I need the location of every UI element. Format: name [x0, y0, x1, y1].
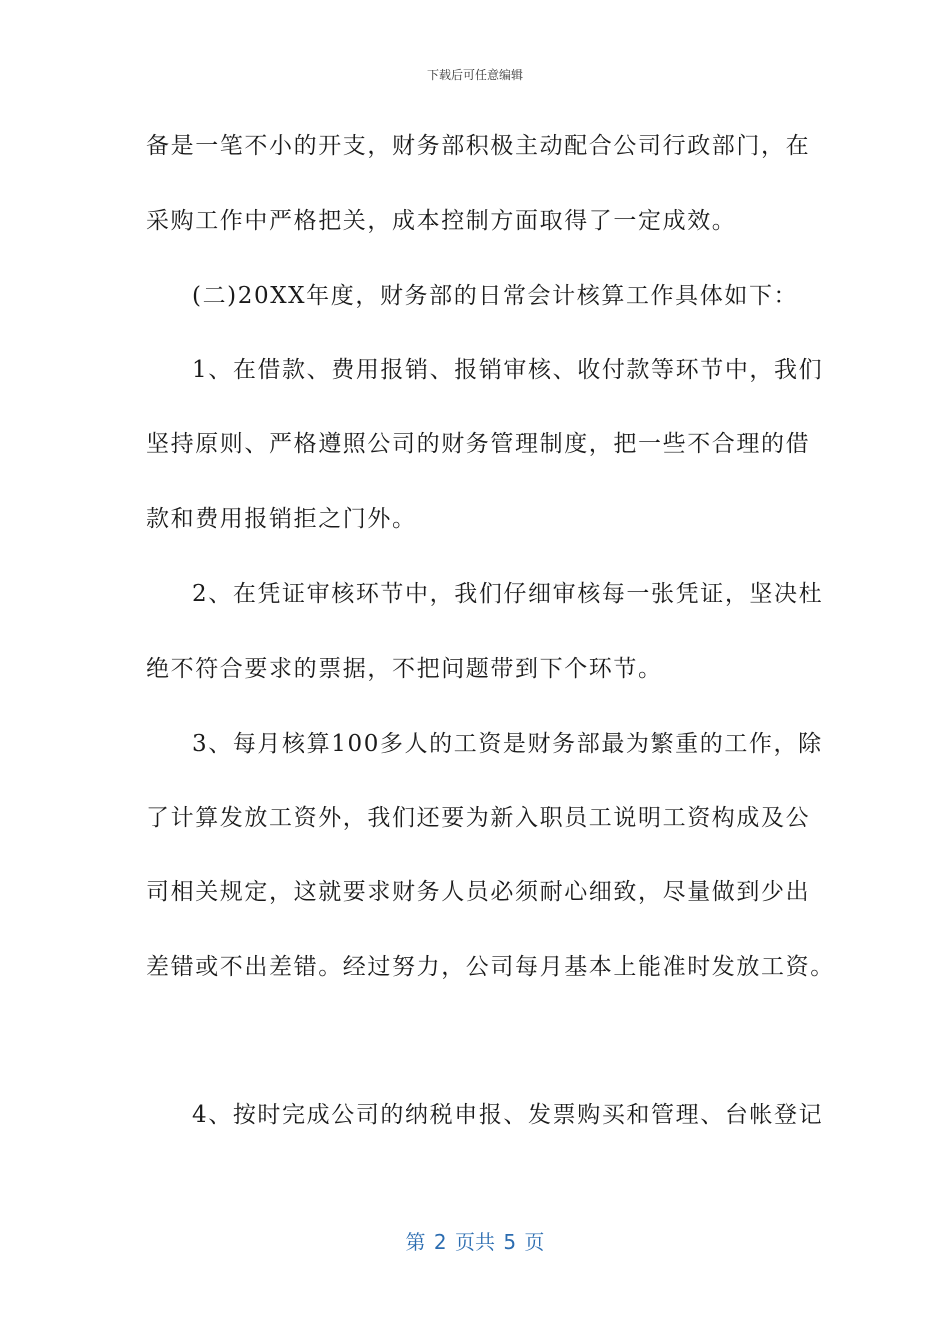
- page-number: 第 2 页共 5 页: [405, 1230, 545, 1254]
- body-line: 备是一笔不小的开支，财务部积极主动配合公司行政部门，在: [146, 133, 811, 159]
- body-line: 4、按时完成公司的纳税申报、发票购买和管理、台帐登记: [192, 1102, 824, 1128]
- body-line: (二)20XX年度，财务部的日常会计核算工作具体如下：: [192, 283, 799, 309]
- body-line: 款和费用报销拒之门外。: [146, 506, 417, 532]
- body-line: 坚持原则、严格遵照公司的财务管理制度，把一些不合理的借: [146, 431, 811, 457]
- header-note: 下载后可任意编辑: [426, 68, 523, 82]
- body-line: 2、在凭证审核环节中，我们仔细审核每一张凭证，坚决杜: [192, 581, 824, 607]
- body-line: 司相关规定，这就要求财务人员必须耐心细致，尽量做到少出: [146, 879, 811, 905]
- body-line: 差错或不出差错。经过努力，公司每月基本上能准时发放工资。: [146, 954, 835, 980]
- body-line: 了计算发放工资外，我们还要为新入职员工说明工资构成及公: [146, 805, 811, 831]
- body-line: 采购工作中严格把关，成本控制方面取得了一定成效。: [146, 208, 737, 234]
- body-line: 绝不符合要求的票据，不把问题带到下个环节。: [146, 656, 663, 682]
- body-line: 1、在借款、费用报销、报销审核、收付款等环节中，我们: [192, 357, 824, 383]
- body-line: 3、每月核算100多人的工资是财务部最为繁重的工作，除: [192, 731, 823, 757]
